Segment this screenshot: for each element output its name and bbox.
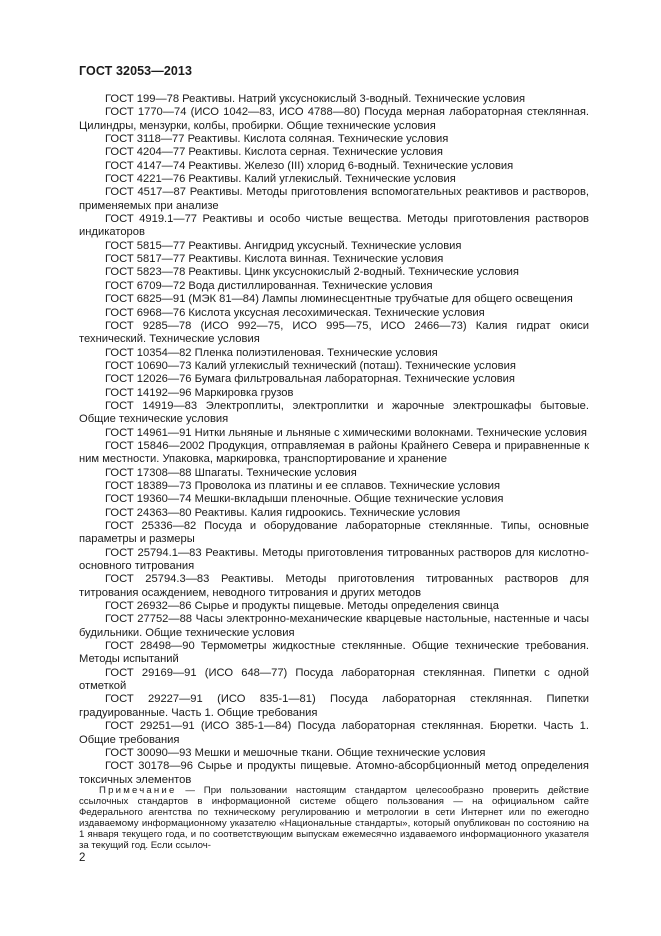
reference-item: ГОСТ 27752—88 Часы электронно-механические кварцевые настольные, настенные и часы будильники. Общие технические условия	[79, 613, 589, 639]
reference-item: ГОСТ 29227—91 (ИСО 835-1—81) Посуда лабораторная стеклянная. Пипетки градуированные. Часть 1. Общие требования	[79, 693, 589, 719]
reference-item: ГОСТ 30090—93 Мешки и мешочные ткани. Общие технические условия	[105, 746, 486, 759]
note-text: — При пользовании настоящим стандартом целесообразно проверить действие ссылочных стандартов в информационной системе общего пользования — на официальном сайте Федерального агентства по техническому регулированию и метрологии в сети Интернет или по ежегодно издаваемому информационному указателю «Национальные стандарты», который опубликован по состоянию на 1 января текущего года, и по соответствующим выпускам ежемесячно издаваемого информационного указателя за текущий год. Если ссылоч-	[79, 785, 589, 852]
reference-item: ГОСТ 14919—83 Электроплиты, электроплитки и жарочные электрошкафы бытовые. Общие технические условия	[79, 399, 589, 426]
reference-item: ГОСТ 1770—74 (ИСО 1042—83, ИСО 4788—80) Посуда мерная лабораторная стеклянная. Цилиндры, мензурки, колбы, пробирки. Общие технические условия	[79, 106, 589, 132]
reference-item: ГОСТ 25336—82 Посуда и оборудование лабораторные стеклянные. Типы, основные параметры и размеры	[79, 520, 589, 546]
reference-item: ГОСТ 29169—91 (ИСО 648—77) Посуда лабораторная стеклянная. Пипетки с одной отметкой	[79, 666, 589, 693]
note-label: Примечание	[99, 785, 177, 796]
reference-item: ГОСТ 26932—86 Сырье и продукты пищевые. Методы определения свинца	[105, 600, 499, 613]
normative-references-list	[79, 93, 589, 787]
reference-item: ГОСТ 10690—73 Калий углекислый технический (поташ). Технические условия	[105, 359, 516, 372]
reference-item: ГОСТ 18389—73 Проволока из платины и ее сплавов. Технические условия	[105, 479, 501, 492]
reference-item: ГОСТ 25794.1—83 Реактивы. Методы приготовления титрованных растворов для кислотно-основного титрования	[79, 546, 589, 573]
reference-item: ГОСТ 10354—82 Пленка полиэтиленовая. Технические условия	[105, 346, 438, 359]
reference-item: ГОСТ 9285—78 (ИСО 992—75, ИСО 995—75, ИСО 2466—73) Калия гидрат окиси технический. Технические условия	[79, 319, 589, 346]
reference-item: ГОСТ 3118—77 Реактивы. Кислота соляная. Технические условия	[105, 133, 449, 146]
reference-item: ГОСТ 6709—72 Вода дистиллированная. Технические условия	[105, 279, 433, 292]
page-number: 2	[79, 852, 86, 864]
reference-item: ГОСТ 6968—76 Кислота уксусная лесохимическая. Технические условия	[105, 306, 485, 319]
reference-item: ГОСТ 14961—91 Нитки льняные и льняные с химическими волокнами. Технические условия	[105, 426, 587, 439]
reference-item: ГОСТ 25794.3—83 Реактивы. Методы приготовления титрованных растворов для титрования осаждением, неводного титрования и других методов	[79, 573, 589, 599]
reference-item: ГОСТ 5823—78 Реактивы. Цинк уксуснокислый 2-водный. Технические условия	[105, 266, 519, 279]
reference-item: ГОСТ 4147—74 Реактивы. Железо (III) хлорид 6-водный. Технические условия	[105, 159, 514, 172]
reference-item: ГОСТ 199—78 Реактивы. Натрий уксуснокислый 3-водный. Технические условия	[105, 93, 525, 105]
page-header	[79, 64, 192, 78]
reference-item: ГОСТ 4204—77 Реактивы. Кислота серная. Технические условия	[105, 146, 443, 159]
document-id: ГОСТ 32053—2013	[79, 64, 193, 78]
reference-item: ГОСТ 12026—76 Бумага фильтровальная лабораторная. Технические условия	[105, 373, 515, 386]
reference-item: ГОСТ 15846—2002 Продукция, отправляемая в районы Крайнего Севера и приравненные к ним местности. Упаковка, маркировка, транспортирование и хранение	[79, 439, 589, 466]
reference-item: ГОСТ 17308—88 Шпагаты. Технические условия	[105, 466, 357, 479]
reference-item: ГОСТ 4221—76 Реактивы. Калий углекислый. Технические условия	[105, 173, 456, 186]
note-paragraph	[79, 785, 589, 852]
reference-item: ГОСТ 28498—90 Термометры жидкостные стеклянные. Общие технические требования. Методы испытаний	[79, 640, 589, 666]
reference-item: ГОСТ 29251—91 (ИСО 385-1—84) Посуда лабораторная стеклянная. Бюретки. Часть 1. Общие требования	[79, 720, 589, 746]
reference-item: ГОСТ 30178—96 Сырье и продукты пищевые. Атомно-абсорбционный метод определения токсичных элементов	[79, 760, 589, 786]
reference-item: ГОСТ 4517—87 Реактивы. Методы приготовления вспомогательных реактивов и растворов, применяемых при анализе	[79, 186, 589, 212]
reference-item: ГОСТ 5815—77 Реактивы. Ангидрид уксусный. Технические условия	[105, 239, 462, 252]
reference-item: ГОСТ 6825—91 (МЭК 81—84) Лампы люминесцентные трубчатые для общего освещения	[105, 293, 573, 306]
reference-item: ГОСТ 4919.1—77 Реактивы и особо чистые вещества. Методы приготовления растворов индикаторов	[79, 213, 589, 239]
reference-item: ГОСТ 14192—96 Маркировка грузов	[105, 386, 294, 399]
reference-item: ГОСТ 5817—77 Реактивы. Кислота винная. Технические условия	[105, 253, 444, 266]
reference-item: ГОСТ 19360—74 Мешки-вкладыши пленочные. Общие технические условия	[105, 493, 504, 506]
reference-item: ГОСТ 24363—80 Реактивы. Калия гидроокись. Технические условия	[105, 506, 461, 519]
